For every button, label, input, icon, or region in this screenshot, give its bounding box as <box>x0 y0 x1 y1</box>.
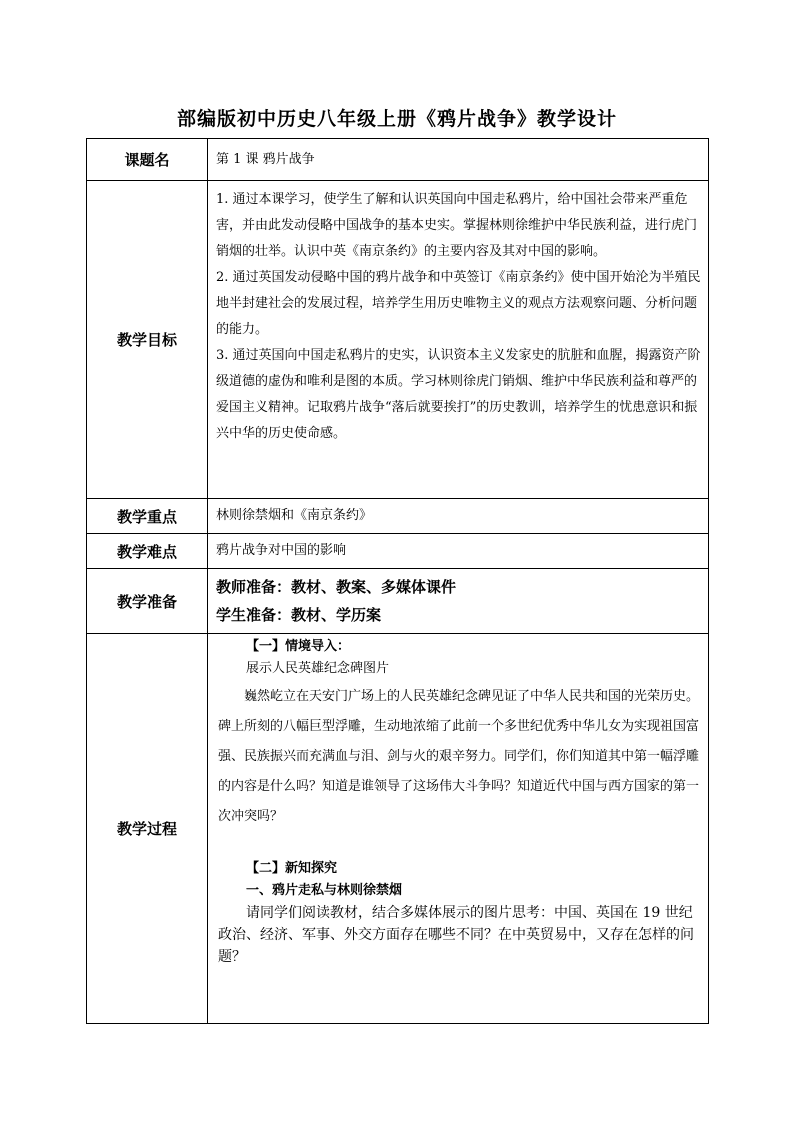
section2-paragraph: 请同学们阅读教材，结合多媒体展示的图片思考：中国、英国在 19 世纪政治、经济、军事、外交方面存在哪些不同？在中英贸易中，又存在怎样的问题？ <box>218 905 694 965</box>
document-title: 部编版初中历史八年级上册《鸦片战争》教学设计 <box>176 108 617 130</box>
section1-line: 展示人民英雄纪念碑图片 <box>246 661 390 676</box>
key-points-label: 教学重点 <box>87 499 208 534</box>
process-content <box>208 634 709 1024</box>
row-difficulties <box>87 534 709 569</box>
preparation-content <box>208 569 709 634</box>
row-key-points <box>87 499 709 534</box>
teacher-preparation: 教师准备：教材、教案、多媒体课件 <box>216 578 457 596</box>
key-points-value: 林则徐禁烟和《南京条约》 <box>208 499 709 534</box>
section2-heading: 【二】新知探究 <box>246 861 338 876</box>
topic-label: 课题名 <box>87 139 208 181</box>
row-process <box>87 634 709 1024</box>
lesson-plan-table <box>86 138 709 1024</box>
student-preparation: 学生准备：教材、学历案 <box>216 606 382 624</box>
objective-item: 3. 通过英国向中国走私鸦片的史实，认识资本主义发家史的肮脏和血腥，揭露资产阶级道德的虚伪和唯利是图的本质。学习林则徐虎门销烟、维护中华民族利益和尊严的爱国主义精神。记取鸦片战争“落后就要挨打”的历史教训，培养学生的忧患意识和振兴中华的历史使命感。 <box>216 348 701 441</box>
preparation-label: 教学准备 <box>87 569 208 634</box>
objectives-content <box>208 181 709 499</box>
objectives-label: 教学目标 <box>87 181 208 499</box>
process-label: 教学过程 <box>87 634 208 1024</box>
section1-paragraph: 巍然屹立在天安门广场上的人民英雄纪念碑见证了中华人民共和国的光荣历史。碑上所刻的八幅巨型浮雕，生动地浓缩了此前一个多世纪优秀中华儿女为实现祖国富强、民族振兴而充满血与泪、剑与火的艰辛努力。同学们，你们知道其中第一幅浮雕的内容是什么吗？知道是谁领导了这场伟大斗争吗？知道近代中国与西方国家的第一次冲突吗？ <box>218 689 700 824</box>
difficulties-label: 教学难点 <box>87 534 208 569</box>
topic-value: 第 1 课 鸦片战争 <box>208 139 709 181</box>
objective-item: 1. 通过本课学习，使学生了解和认识英国向中国走私鸦片，给中国社会带来严重危害，并由此发动侵略中国战争的基本史实。掌握林则徐维护中华民族利益，进行虎门销烟的壮举。认识中英《南京条约》的主要内容及其对中国的影响。 <box>216 192 698 259</box>
objective-item: 2. 通过英国发动侵略中国的鸦片战争和中英签订《南京条约》使中国开始沦为半殖民地半封建社会的发展过程，培养学生用历史唯物主义的观点方法观察问题、分析问题的能力。 <box>216 270 701 337</box>
difficulties-value: 鸦片战争对中国的影响 <box>208 534 709 569</box>
row-objectives <box>87 181 709 499</box>
section1-heading: 【一】情境导入： <box>246 639 351 654</box>
row-preparation <box>87 569 709 634</box>
row-topic <box>87 139 709 181</box>
section2-subheading: 一、鸦片走私与林则徐禁烟 <box>246 883 403 898</box>
